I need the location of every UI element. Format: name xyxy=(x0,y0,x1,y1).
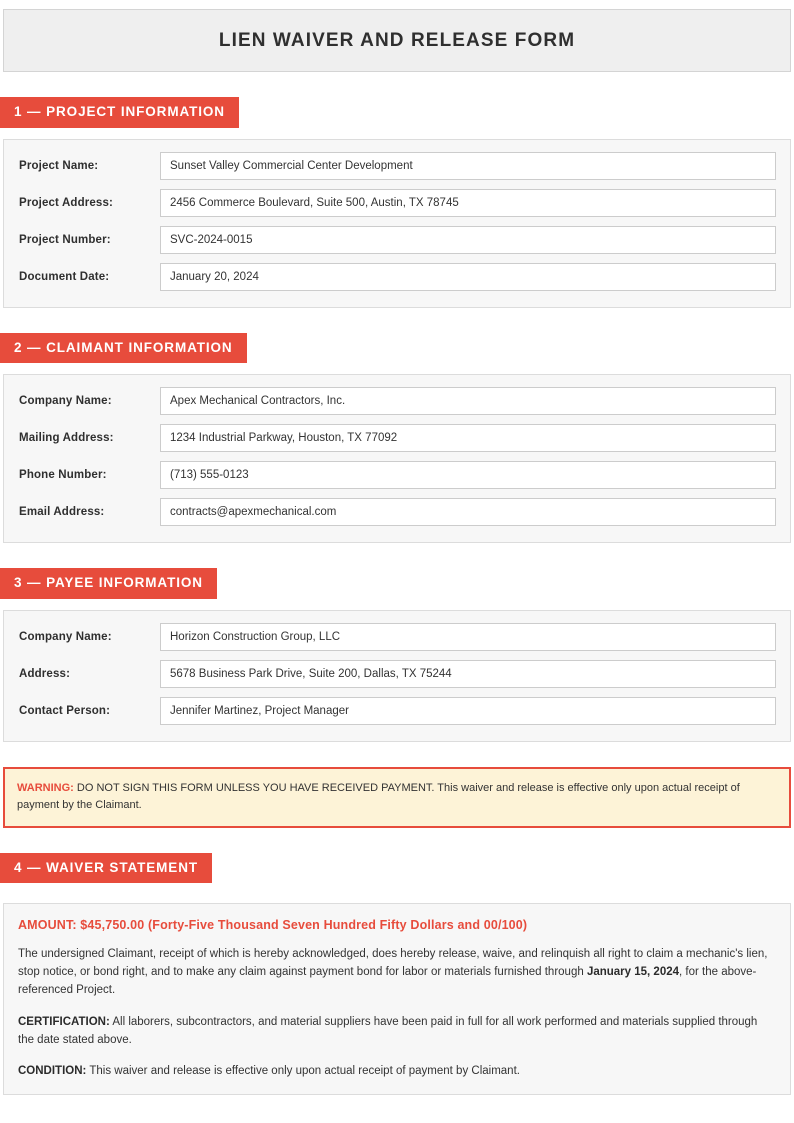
document-header xyxy=(3,9,791,72)
release-text-after: , for the above-referenced Project. xyxy=(18,966,757,997)
waiver-amount-line: AMOUNT: $45,750.00 (Forty-Five Thousand Seven Hundred Fifty Dollars and 00/100) xyxy=(18,918,528,933)
waiver-certification-paragraph xyxy=(18,1013,776,1049)
claimant-mailing-address-input[interactable]: 1234 Industrial Parkway, Houston, TX 77092 xyxy=(160,424,776,452)
payee-contact-person-input[interactable]: Jennifer Martinez, Project Manager xyxy=(160,697,776,725)
field-row xyxy=(15,424,776,452)
certification-label: CERTIFICATION: xyxy=(18,1015,110,1028)
project-number-input[interactable]: SVC-2024-0015 xyxy=(160,226,776,254)
release-text-before: The undersigned Claimant, receipt of which is hereby acknowledged, does hereby release, waive, and relinquish all right to claim a mechanic's lien, stop notice, or bond right, and to make any claim against payment bond for labor or materials furnished through xyxy=(18,948,768,979)
waiver-statement-panel xyxy=(3,903,791,1095)
field-row xyxy=(15,461,776,489)
field-label-payee-contact-person: Contact Person: xyxy=(19,704,111,717)
claimant-email-address-input[interactable]: contracts@apexmechanical.com xyxy=(160,498,776,526)
field-label-project-address: Project Address: xyxy=(19,196,114,209)
field-row xyxy=(15,498,776,526)
claimant-phone-number-input[interactable]: (713) 555-0123 xyxy=(160,461,776,489)
project-information-panel xyxy=(3,139,791,308)
lien-waiver-form-page xyxy=(0,9,794,1123)
section-header-claimant xyxy=(0,333,794,364)
field-row xyxy=(15,387,776,415)
field-label-project-name: Project Name: xyxy=(19,159,99,172)
condition-label: CONDITION: xyxy=(18,1064,87,1077)
field-row xyxy=(15,660,776,688)
section-header-payee xyxy=(0,568,794,599)
release-through-date: January 15, 2024 xyxy=(586,966,680,979)
claimant-information-panel xyxy=(3,374,791,543)
waiver-condition-paragraph xyxy=(18,1062,776,1080)
section-badge-payee: 3 — PAYEE INFORMATION xyxy=(0,568,217,599)
field-label-claimant-mailing-address: Mailing Address: xyxy=(19,432,114,444)
project-address-input[interactable]: 2456 Commerce Boulevard, Suite 500, Austin, TX 78745 xyxy=(160,189,776,217)
field-row xyxy=(15,226,776,254)
field-label-claimant-company-name: Company Name: xyxy=(19,395,112,407)
waiver-release-paragraph xyxy=(18,945,776,999)
certification-text: All laborers, subcontractors, and material suppliers have been paid in full for all work performed and materials supplied through the date stated above. xyxy=(18,1015,758,1046)
claimant-company-name-input[interactable]: Apex Mechanical Contractors, Inc. xyxy=(160,387,776,415)
payee-information-panel xyxy=(3,610,791,742)
section-badge-claimant: 2 — CLAIMANT INFORMATION xyxy=(0,333,247,364)
field-row xyxy=(15,152,776,180)
warning-label: WARNING: xyxy=(17,781,74,794)
field-row xyxy=(15,189,776,217)
document-date-input[interactable]: January 20, 2024 xyxy=(160,263,776,291)
field-label-document-date: Document Date: xyxy=(19,270,110,283)
field-label-claimant-email-address: Email Address: xyxy=(19,506,105,518)
field-row xyxy=(15,697,776,725)
page-title: LIEN WAIVER AND RELEASE FORM xyxy=(218,29,576,51)
field-row xyxy=(15,623,776,651)
warning-text: DO NOT SIGN THIS FORM UNLESS YOU HAVE RECEIVED PAYMENT. This waiver and release is effective only upon actual receipt of payment by the Claimant. xyxy=(17,781,740,811)
project-name-input[interactable]: Sunset Valley Commercial Center Development xyxy=(160,152,776,180)
section-header-waiver xyxy=(0,853,794,884)
payee-address-input[interactable]: 5678 Business Park Drive, Suite 200, Dallas, TX 75244 xyxy=(160,660,776,688)
field-label-payee-address: Address: xyxy=(19,667,71,680)
warning-box xyxy=(3,767,791,828)
section-badge-project: 1 — PROJECT INFORMATION xyxy=(0,97,239,128)
field-label-project-number: Project Number: xyxy=(19,233,111,246)
condition-text: This waiver and release is effective only upon actual receipt of payment by Claimant. xyxy=(86,1064,520,1077)
payee-company-name-input[interactable]: Horizon Construction Group, LLC xyxy=(160,623,776,651)
field-label-payee-company-name: Company Name: xyxy=(19,630,112,643)
field-row xyxy=(15,263,776,291)
field-label-claimant-phone-number: Phone Number: xyxy=(19,469,107,481)
section-header-project xyxy=(0,97,794,128)
section-badge-waiver: 4 — WAIVER STATEMENT xyxy=(0,853,212,884)
